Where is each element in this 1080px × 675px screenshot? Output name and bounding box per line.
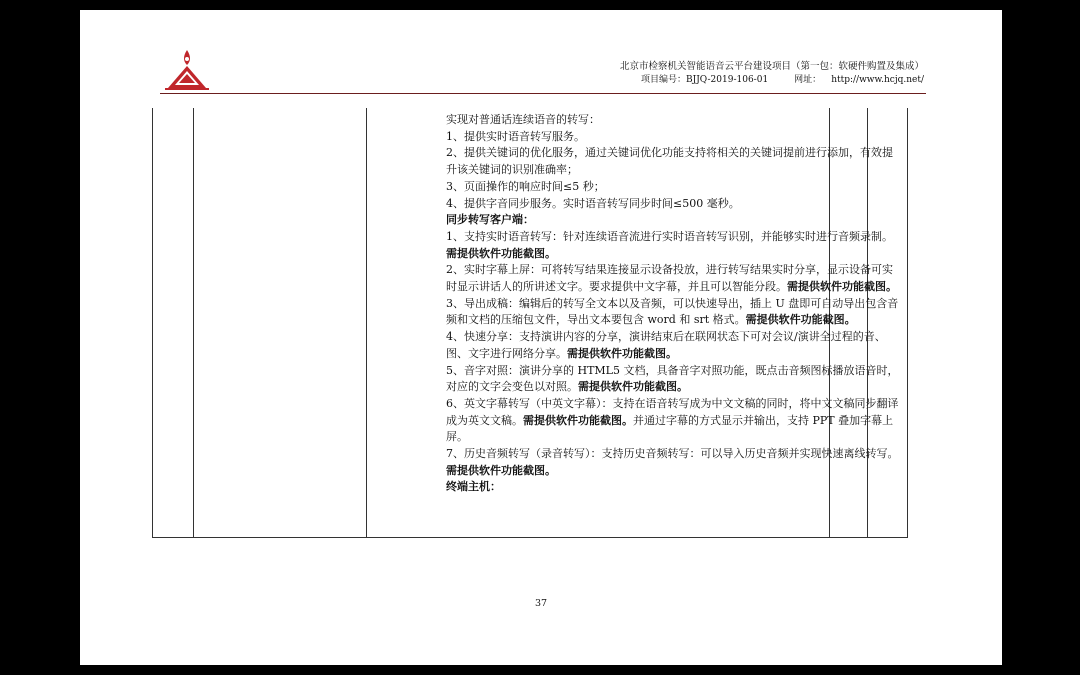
header-project-title: 北京市检察机关智能语音云平台建设项目（第一包：软硬件购置及集成） <box>619 61 924 72</box>
feature-item: 5、音字对照：演讲分享的 HTML5 文档，具备音字对照功能，既点击音频图标播放语音时，对应的文字会变色以对照。需提供软件功能截图。 <box>446 363 899 394</box>
feature-item: 2、实时字幕上屏：可将转写结果连接显示设备投放，进行转写结果实时分享，显示设备可实时显示讲话人的所讲述文字。要求提供中文字幕，并且可以智能分段。需提供软件功能截图。 <box>446 263 897 294</box>
project-no: BJJQ-2019-106-01 <box>685 75 769 85</box>
text-line: 4、提供字音同步服务。实时语音转写同步时间≤500 毫秒。 <box>446 196 740 210</box>
feature-item: 1、支持实时语音转写：针对连续语音流进行实时语音转写识别，并能够实时进行音频录制。需提供软件功能截图。 <box>446 229 893 260</box>
table-column-divider <box>366 108 367 537</box>
feature-item: 3、导出成稿：编辑后的转写全文本以及音频，可以快速导出，插上 U 盘即可自动导出包含音频和文档的压缩包文件，导出文本要包含 word 和 srt 格式。需提供软件功能截图。 <box>446 296 899 327</box>
project-no-label: 项目编号： <box>640 75 686 85</box>
screenshot-requirement: 需提供软件功能截图。 <box>787 280 897 294</box>
header-rule <box>160 93 926 94</box>
table-column-divider <box>193 108 194 537</box>
section-heading: 同步转写客户端： <box>446 213 534 227</box>
hcjq-logo-icon <box>163 48 211 94</box>
text-line: 3、页面操作的响应时间≤5 秒； <box>446 179 605 193</box>
screenshot-requirement: 需提供软件功能截图。 <box>446 246 556 260</box>
feature-item: 6、英文字幕转写（中英文字幕）：支持在语音转写成为中文文稿的同时，将中文文稿同步翻译成为英文文稿。需提供软件功能截图。并通过字幕的方式显示并输出，支持 PPT 叠加字幕上屏。 <box>446 396 899 444</box>
site-label: 网址： <box>794 75 822 85</box>
screenshot-requirement: 需提供软件功能截图。 <box>567 346 677 360</box>
header-meta <box>641 72 924 85</box>
site-url[interactable]: http://www.hcjq.net/ <box>831 75 924 85</box>
requirements-table <box>152 108 908 538</box>
screenshot-requirement: 需提供软件功能截图。 <box>446 463 556 477</box>
section-heading: 终端主机： <box>446 480 501 494</box>
screenshot-requirement: 需提供软件功能截图。 <box>578 380 688 394</box>
page-number: 37 <box>534 598 548 609</box>
screenshot-requirement: 需提供软件功能截图。 <box>523 413 633 427</box>
screenshot-requirement: 需提供软件功能截图。 <box>745 313 856 327</box>
requirements-cell <box>446 112 902 496</box>
text-line: 2、提供关键词的优化服务，通过关键词优化功能支持将相关的关键词提前进行添加，有效提升该关键词的识别准确率； <box>446 146 893 177</box>
text-line: 1、提供实时语音转写服务。 <box>446 129 585 143</box>
feature-item: 4、快速分享：支持演讲内容的分享，演讲结束后在联网状态下可对会议/演讲全过程的音、图、文字进行网络分享。需提供软件功能截图。 <box>446 330 886 360</box>
document-page <box>80 10 1002 665</box>
feature-item: 7、历史音频转写（录音转写）：支持历史音频转写：可以导入历史音频并实现快速离线转写。需提供软件功能截图。 <box>446 447 899 477</box>
text-line: 实现对普通话连续语音的转写： <box>446 113 600 126</box>
